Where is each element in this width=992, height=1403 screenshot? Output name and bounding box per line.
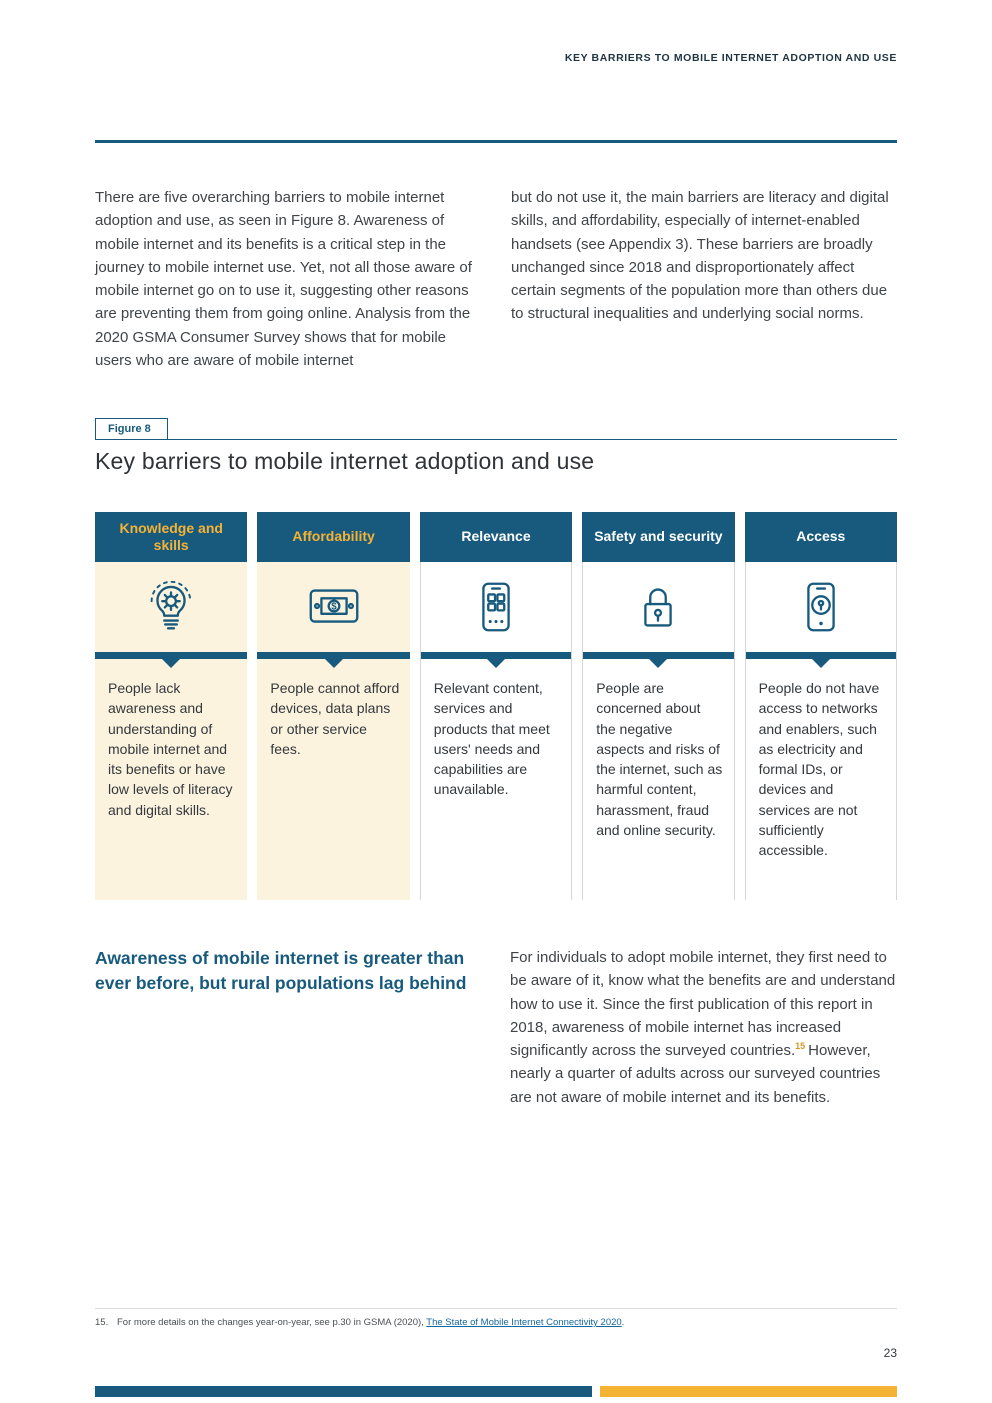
pointer-bar — [257, 652, 409, 659]
section-paragraph — [510, 946, 897, 1109]
lightbulb-gear-icon — [95, 562, 247, 652]
figure-title: Key barriers to mobile internet adoption and use — [95, 448, 595, 474]
figure-column-access — [745, 512, 897, 900]
phone-lock-icon — [746, 562, 896, 652]
column-body — [257, 562, 409, 900]
footnote-text: For more details on the changes year-on-year, see p.30 in GSMA (2020), — [117, 1317, 427, 1328]
pointer-bar — [746, 652, 896, 659]
running-header: KEY BARRIERS TO MOBILE INTERNET ADOPTION AND USE — [564, 52, 897, 64]
figure-column-knowledge — [95, 512, 247, 900]
svg-text:$: $ — [330, 601, 337, 613]
pointer-bar — [583, 652, 733, 659]
intro-paragraph-right: but do not use it, the main barriers are literacy and digital skills, and affordability, especially of internet-enabled handsets (see Appendix 3). These barriers are broadly unchanged since 2018 and disproportionately affect certain segments of the population more than others due to structural inequalities and underlying social norms. — [511, 189, 889, 323]
column-description: People are concerned about the negative aspects and risks of the internet, such as harmful content, harassment, fraud and online security. — [596, 680, 723, 839]
column-description: People lack awareness and understanding of mobile internet and its benefits or have low levels of literacy and digital skills. — [108, 680, 233, 818]
figure-label-rule — [95, 418, 897, 440]
figure-column-relevance — [420, 512, 572, 900]
footnote-ref: 15 — [795, 1041, 806, 1051]
pointer-bar — [421, 652, 571, 659]
section-heading: Awareness of mobile internet is greater than ever before, but rural populations lag behind — [95, 948, 467, 994]
intro-text-columns — [95, 186, 897, 372]
column-body — [95, 562, 247, 900]
figure-label: Figure 8 — [95, 418, 168, 440]
footer-bar-blue — [95, 1386, 592, 1397]
column-description: People cannot afford devices, data plans or other service fees. — [270, 680, 400, 757]
phone-money-icon — [257, 562, 409, 652]
pointer-bar — [95, 652, 247, 659]
figure-column-safety — [582, 512, 734, 900]
padlock-icon — [583, 562, 733, 652]
column-header: Access — [745, 512, 897, 562]
footnote-period: . — [621, 1317, 625, 1328]
section-paragraph-start: For individuals to adopt mobile internet, they first need to be aware of it, know what the benefits are and understand how to use it. Since the first publication of this report in 2018, awareness of mobile internet has increased significantly across the surveyed countries. — [510, 949, 896, 1059]
footnote-link[interactable]: The State of Mobile Internet Connectivity 2020 — [426, 1317, 622, 1328]
column-header: Safety and security — [582, 512, 734, 562]
phone-apps-icon — [421, 562, 571, 652]
footer-bar-gold — [600, 1386, 897, 1397]
top-rule — [95, 140, 897, 143]
barriers-figure — [95, 512, 897, 900]
column-body — [420, 562, 572, 900]
column-header: Affordability — [257, 512, 409, 562]
column-header: Relevance — [420, 512, 572, 562]
footnote — [95, 1308, 897, 1328]
intro-paragraph-left: There are five overarching barriers to mobile internet adoption and use, as seen in Figure 8. Awareness of mobile internet and its benefits is a critical step in the journey to mobile internet use. Yet, not all those aware of mobile internet go on to use it, suggesting other reasons are preventing them from going online. Analysis from the 2020 GSMA Consumer Survey shows that for mobile users who are aware of mobile internet — [95, 189, 472, 369]
page-number: 23 — [883, 1346, 897, 1360]
column-body — [582, 562, 734, 900]
section-paragraph-end: However, nearly a quarter of adults across our surveyed countries are not aware of mobile internet and its benefits. — [510, 1042, 881, 1106]
figure-column-affordability — [257, 512, 409, 900]
column-header: Knowledge and skills — [95, 512, 247, 562]
column-description: Relevant content, services and products that meet users' needs and capabilities are unavailable. — [433, 680, 550, 798]
footnote-marker: 15. — [95, 1317, 109, 1328]
column-body — [745, 562, 897, 900]
column-description: People do not have access to networks and enablers, such as electricity and formal IDs, or devices and services are not sufficiently accessible. — [758, 680, 880, 859]
